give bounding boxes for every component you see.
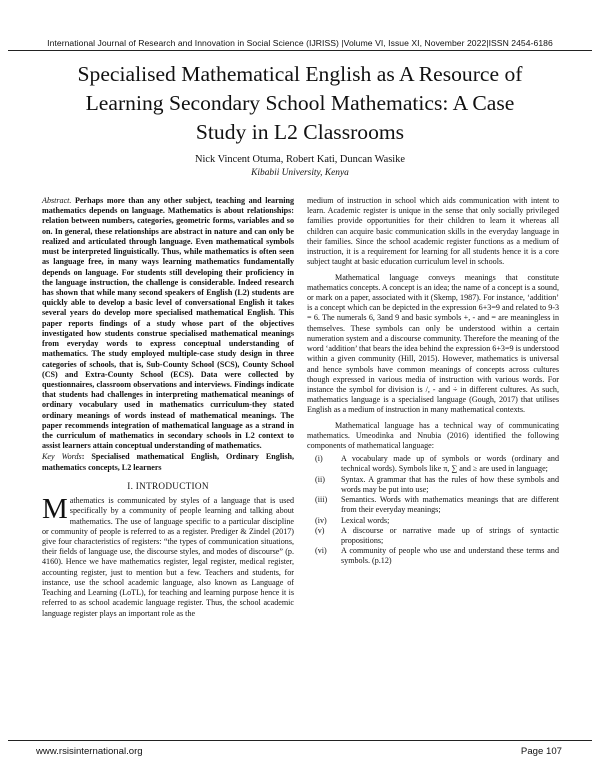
abstract-text: Perhaps more than any other subject, teaching and learning mathematics depends on language. Mathematics is about relationships: relation between numbers, categories, geometric forms, variables and so on. In general, these relationships are abstract in nature and can only be realized and articulated through language. Even mathematical symbols must be interpreted linguistically. Thus, while mathematics is often seen as language free, in many ways learning mathematics fundamentally depends on language. For students still developing their proficiency in the language instruction, the challenge is considerable. Indeed research has shown that while many second speakers of English (L2) students are quickly able to develop a basic level of conversational English it takes several years do develop more specialised mathematical English. This paper reports findings of a study whose part of the objectives investigated how students construe specialised mathematical meanings from everyday words to express conceptual understanding of mathematics. The study employed multiple-case study design in three categories of schools, that is, Sub-County School (SCS), County School (CS) and Extra-County School (ECS). Data were collected by questionnaires, classroom observations and interviews. Findings indicate that students had challenges in interpreting mathematical meanings of ordinary vocabulary used in mathematics curriculum-they stated ordinary meanings of words instead of mathematical meanings. The paper recommends integration of mathematical language as a strand in the curriculum of mathematics in secondary schools in L2 context to assist learners attain conceptual understanding of mathematics. — [42, 196, 294, 451]
list-item-number: (vi) — [315, 546, 327, 556]
paragraph-components: Mathematical language has a technical way of communicating mathematics. Umeodinka and Nnubia (2016) identified the following components of mathematical language: — [307, 420, 559, 451]
components-list — [307, 454, 559, 566]
author-affiliation: Kibabii University, Kenya — [251, 168, 349, 178]
drop-cap: M — [42, 493, 68, 526]
list-item-number: (i) — [315, 454, 323, 464]
paragraph-math-language: Mathematical language conveys meanings that constitute mathematics concepts. A concept is an idea; the name of a concept is a sound, or mark on a paper, associated with it (Skemp, 1987). For instance, ‘addition’ is a concept which can be depicted in the expression 6+3=9 and related to 9-3 = 6. The numerals 6, 3and 9 and basic symbols +, - and = are meaningless in themselves. These symbols can only be understood within a certain numeration system and a discourse community. Therefore the meaning of the word ‘addition’ that bears the idea behind the expression 6+3=9 is understood within a given community (Hill, 2015). However, mathematics is universal and hence symbols have common meanings of concepts across cultures though expressed in various media of instruction with various words. For instance the symbol for division is /, - and ÷ in different cultures. As such, mathematics language is a specialised language (Gough, 2017) that utilises English as a medium of instruction in many mathematical contexts. — [307, 272, 559, 415]
list-item — [307, 516, 559, 526]
list-item-number: (v) — [315, 525, 325, 535]
header-rule — [8, 50, 592, 51]
journal-running-head: International Journal of Research and Innovation in Social Science (IJRISS) |Volume VI, Issue XI, November 2022|ISSN 2454-6186 — [47, 38, 553, 48]
keywords — [42, 452, 294, 472]
keywords-label: Key Words — [42, 452, 82, 462]
section-heading-introduction: I. INTRODUCTION — [127, 480, 209, 491]
list-item-text: Lexical words; — [341, 515, 390, 525]
intro-paragraph — [42, 493, 294, 619]
list-item-text: Syntax. A grammar that has the rules of how these symbols and words may be put into use; — [341, 474, 559, 494]
paper-authors: Nick Vincent Otuma, Robert Kati, Duncan Wasike — [195, 154, 405, 165]
list-item — [307, 495, 559, 515]
title-line-2: Learning Secondary School Mathematics: A Case — [85, 91, 515, 115]
right-column — [307, 196, 559, 567]
page-number: Page 107 — [520, 746, 562, 757]
footer-website: www.rsisinternational.org — [36, 746, 143, 757]
list-item-text: A vocabulary made up of symbols or words (ordinary and technical words). Symbols like π, ∑ and ≥ are used in language; — [341, 454, 559, 474]
title-line-3: Study in L2 Classrooms — [195, 120, 405, 144]
keywords-text: : Specialised mathematical English, Ordinary English, mathematics concepts, L2 learners — [42, 452, 294, 472]
list-item-text: A community of people who use and understand these terms and symbols. (p.12) — [341, 546, 559, 566]
paper-title — [20, 60, 580, 147]
abstract — [42, 196, 294, 451]
list-item-text: A discourse or narrative made up of strings of syntactic propositions; — [341, 525, 559, 545]
list-item — [307, 454, 559, 474]
list-item-number: (ii) — [315, 474, 325, 484]
list-item-number: (iv) — [315, 515, 327, 525]
list-item — [307, 526, 559, 546]
paragraph-continued: medium of instruction in school which aids communication with intent to learn. Academic register is unique in the sense that only socially privileged families provide opportunities for their children to learn it whereas all children can acquire basic communication skills in the everyday language in their families. Since the school academic register functions as a medium of instruction, it is a requirement for learning for all students hence it is a core subject taught at basic education curriculum level in schools. — [307, 196, 559, 267]
abstract-label: Abstract. — [42, 196, 72, 205]
left-column — [42, 196, 294, 619]
footer-rule — [8, 740, 592, 741]
list-item-text: Semantics. Words with mathematics meanings that are different from their everyday meanings; — [341, 495, 559, 515]
list-item — [307, 546, 559, 566]
list-item-number: (iii) — [315, 495, 328, 505]
intro-paragraph-text: athematics is communicated by styles of a language that is used specifically by a community of people learning and talking about mathematics. The use of language specific to a particular discipline or community of people is referred to as a register. Prediger & Zindel (2017) give four characteristics of registers: “the types of communication situations, their fields of language use, the discourse styles, and modes of discourse” (p. 4160). Hence we have mathematics register, legal register, medical register, accounting register, just to mention but a few. Teachers and students, for instance, use the school academic language, also known as Language of Teaching and Learning (LoTL), for teaching and learning purpose hence it is referred to as school academic language register. Thus, the school academic language register plays an important role as the — [42, 496, 294, 618]
title-line-1: Specialised Mathematical English as A Resource of — [77, 62, 523, 86]
list-item — [307, 475, 559, 495]
